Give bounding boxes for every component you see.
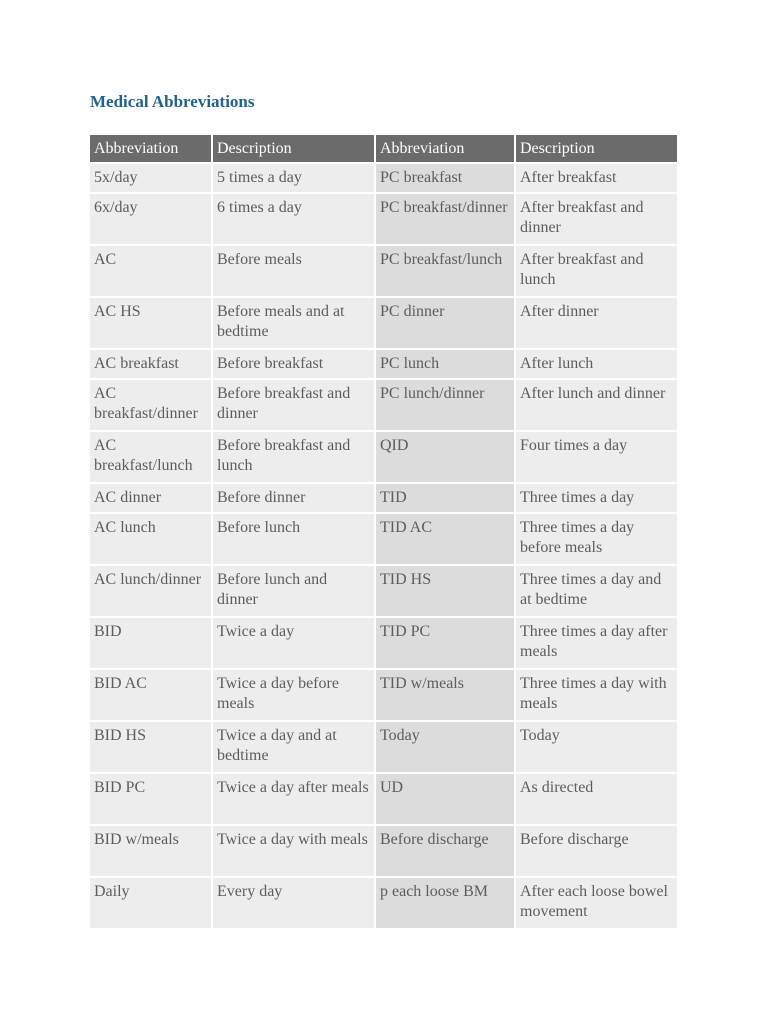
cell-description-2: As directed	[516, 774, 677, 824]
cell-description-2: After breakfast and lunch	[516, 246, 677, 296]
cell-description-2: Three times a day and at bedtime	[516, 566, 677, 616]
cell-description-2: Four times a day	[516, 432, 677, 482]
cell-abbreviation-1: AC HS	[90, 298, 211, 348]
cell-abbreviation-2: PC breakfast	[376, 164, 514, 192]
cell-description-2: Before discharge	[516, 826, 677, 876]
cell-abbreviation-2: TID AC	[376, 514, 514, 564]
cell-description-1: Before meals	[213, 246, 374, 296]
abbreviations-table	[88, 133, 679, 930]
cell-abbreviation-2: PC lunch/dinner	[376, 380, 514, 430]
table-row	[90, 432, 677, 482]
cell-abbreviation-1: BID w/meals	[90, 826, 211, 876]
cell-description-2: Today	[516, 722, 677, 772]
table-row	[90, 298, 677, 348]
table-header-row	[90, 135, 677, 162]
cell-abbreviation-2: PC dinner	[376, 298, 514, 348]
cell-abbreviation-1: AC lunch/dinner	[90, 566, 211, 616]
cell-abbreviation-1: 6x/day	[90, 194, 211, 244]
table-row	[90, 670, 677, 720]
cell-description-1: Before lunch and dinner	[213, 566, 374, 616]
cell-description-1: Twice a day	[213, 618, 374, 668]
cell-description-1: Twice a day and at bedtime	[213, 722, 374, 772]
cell-abbreviation-1: AC lunch	[90, 514, 211, 564]
cell-abbreviation-2: TID HS	[376, 566, 514, 616]
table-row	[90, 618, 677, 668]
cell-abbreviation-1: AC breakfast/dinner	[90, 380, 211, 430]
cell-abbreviation-2: TID w/meals	[376, 670, 514, 720]
table-row	[90, 380, 677, 430]
table-row	[90, 514, 677, 564]
cell-description-2: Three times a day	[516, 484, 677, 512]
page-title: Medical Abbreviations	[90, 92, 255, 111]
header-description-1: Description	[213, 135, 374, 162]
cell-abbreviation-1: BID	[90, 618, 211, 668]
cell-abbreviation-1: BID HS	[90, 722, 211, 772]
cell-abbreviation-1: Daily	[90, 878, 211, 928]
cell-description-1: Twice a day before meals	[213, 670, 374, 720]
cell-description-1: Every day	[213, 878, 374, 928]
cell-description-1: Before meals and at bedtime	[213, 298, 374, 348]
table-body	[90, 164, 677, 928]
cell-abbreviation-2: TID	[376, 484, 514, 512]
cell-abbreviation-1: AC	[90, 246, 211, 296]
cell-abbreviation-2: TID PC	[376, 618, 514, 668]
table-row	[90, 164, 677, 192]
cell-description-1: 5 times a day	[213, 164, 374, 192]
cell-abbreviation-1: AC dinner	[90, 484, 211, 512]
cell-description-1: Twice a day after meals	[213, 774, 374, 824]
cell-description-1: 6 times a day	[213, 194, 374, 244]
cell-description-1: Before dinner	[213, 484, 374, 512]
table-row	[90, 350, 677, 378]
header-abbreviation-1: Abbreviation	[90, 135, 211, 162]
cell-abbreviation-1: AC breakfast/lunch	[90, 432, 211, 482]
cell-abbreviation-2: Today	[376, 722, 514, 772]
cell-abbreviation-2: p each loose BM	[376, 878, 514, 928]
cell-abbreviation-2: Before discharge	[376, 826, 514, 876]
table-row	[90, 194, 677, 244]
cell-description-2: After lunch and dinner	[516, 380, 677, 430]
header-description-2: Description	[516, 135, 677, 162]
cell-description-2: Three times a day with meals	[516, 670, 677, 720]
table-row	[90, 246, 677, 296]
header-abbreviation-2: Abbreviation	[376, 135, 514, 162]
cell-abbreviation-1: BID PC	[90, 774, 211, 824]
cell-description-2: Three times a day before meals	[516, 514, 677, 564]
cell-abbreviation-1: AC breakfast	[90, 350, 211, 378]
cell-description-2: After lunch	[516, 350, 677, 378]
table-row	[90, 566, 677, 616]
cell-description-1: Before breakfast and dinner	[213, 380, 374, 430]
cell-abbreviation-2: PC lunch	[376, 350, 514, 378]
cell-description-1: Twice a day with meals	[213, 826, 374, 876]
cell-description-1: Before breakfast	[213, 350, 374, 378]
cell-abbreviation-1: 5x/day	[90, 164, 211, 192]
table-row	[90, 484, 677, 512]
table-row	[90, 878, 677, 928]
cell-abbreviation-2: PC breakfast/dinner	[376, 194, 514, 244]
table-row	[90, 826, 677, 876]
table-row	[90, 774, 677, 824]
cell-abbreviation-2: UD	[376, 774, 514, 824]
cell-description-1: Before lunch	[213, 514, 374, 564]
cell-abbreviation-2: QID	[376, 432, 514, 482]
cell-description-2: Three times a day after meals	[516, 618, 677, 668]
table-row	[90, 722, 677, 772]
cell-description-2: After breakfast	[516, 164, 677, 192]
cell-description-1: Before breakfast and lunch	[213, 432, 374, 482]
cell-abbreviation-1: BID AC	[90, 670, 211, 720]
cell-description-2: After each loose bowel movement	[516, 878, 677, 928]
cell-abbreviation-2: PC breakfast/lunch	[376, 246, 514, 296]
cell-description-2: After dinner	[516, 298, 677, 348]
cell-description-2: After breakfast and dinner	[516, 194, 677, 244]
